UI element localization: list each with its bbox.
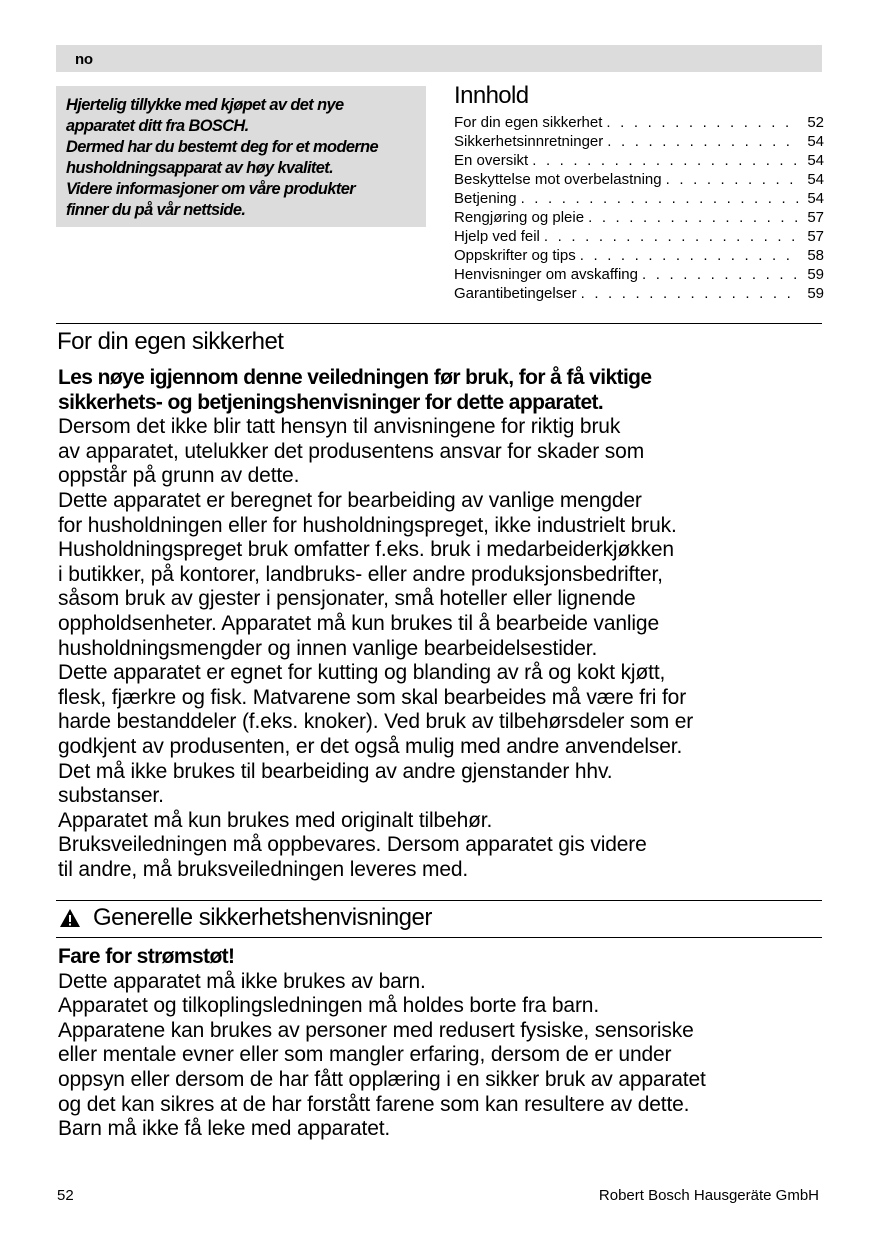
toc-entry-label: Betjening <box>454 190 517 207</box>
toc-entry-label: Henvisninger om avskaffing <box>454 266 638 283</box>
safety-lead-line: sikkerhets- og betjeningshenvisninger for dette apparatet. <box>58 390 604 414</box>
toc-entry-page: 57 <box>807 209 824 226</box>
general-body-line: Apparatet og tilkoplingsledningen må holdes borte fra barn. <box>58 994 600 1018</box>
toc-entry-label: Hjelp ved feil <box>454 228 540 245</box>
divider <box>56 323 822 324</box>
intro-line: finner du på vår nettside. <box>66 201 246 219</box>
safety-section-title: For din egen sikkerhet <box>57 328 284 355</box>
safety-body-line: Dersom det ikke blir tatt hensyn til anvisningene for riktig bruk <box>58 415 621 439</box>
language-bar <box>56 45 822 72</box>
safety-body-line: i butikker, på kontorer, landbruks- eller andre produksjonsbedrifter, <box>58 562 663 586</box>
table-of-contents <box>454 82 824 303</box>
intro-line: Videre informasjoner om våre produkter <box>66 180 356 198</box>
toc-entry-page: 52 <box>807 114 824 131</box>
safety-body <box>58 366 828 882</box>
toc-leader-dots <box>588 208 799 227</box>
safety-body-line: husholdningsmengder og innen vanlige bearbeidelsestider. <box>58 636 598 660</box>
safety-body-line: godkjent av produsenten, er det også mulig med andre anvendelser. <box>58 734 683 758</box>
toc-leader-dots <box>521 189 799 208</box>
page-number: 52 <box>57 1187 74 1204</box>
toc-entry-label: En oversikt <box>454 152 529 169</box>
safety-body-line: såsom bruk av gjester i pensjonater, små hoteller eller lignende <box>58 587 636 611</box>
general-body-line: oppsyn eller dersom de har fått opplæring i en sikker bruk av apparatet <box>58 1067 706 1091</box>
safety-body-line: Det må ikke brukes til bearbeiding av andre gjenstander hhv. <box>58 759 613 783</box>
toc-entry[interactable] <box>454 284 824 303</box>
welcome-box <box>56 86 426 227</box>
safety-body-line: Dette apparatet er beregnet for bearbeiding av vanlige mengder <box>58 488 642 512</box>
toc-entry[interactable] <box>454 227 824 246</box>
toc-entry-page: 54 <box>807 152 824 169</box>
toc-leader-dots <box>606 113 799 132</box>
toc-entry-page: 54 <box>807 171 824 188</box>
toc-leader-dots <box>580 246 799 265</box>
safety-body-line: oppholdsenheter. Apparatet må kun brukes til å bearbeide vanlige <box>58 611 659 635</box>
toc-entry-label: Oppskrifter og tips <box>454 247 576 264</box>
divider <box>56 937 822 938</box>
toc-entry-page: 54 <box>807 190 824 207</box>
intro-line: husholdningsapparat av høy kvalitet. <box>66 159 334 177</box>
toc-entry[interactable] <box>454 265 824 284</box>
footer-company: Robert Bosch Hausgeräte GmbH <box>598 1187 819 1204</box>
toc-entry[interactable] <box>454 170 824 189</box>
toc-entry-label: Sikkerhetsinnretninger <box>454 133 604 150</box>
general-body-line: Apparatene kan brukes av personer med redusert fysiske, sensoriske <box>58 1018 694 1042</box>
safety-body-line: til andre, må bruksveiledningen leveres med. <box>58 857 469 881</box>
safety-body-line: Bruksveiledningen må oppbevares. Dersom apparatet gis videre <box>58 833 647 857</box>
safety-body-line: Apparatet må kun brukes med originalt tilbehør. <box>58 808 493 832</box>
intro-line: apparatet ditt fra BOSCH. <box>66 117 249 135</box>
safety-body-line: for husholdningen eller for husholdningspreget, ikke industrielt bruk. <box>58 513 677 537</box>
toc-entry-page: 59 <box>807 266 824 283</box>
safety-body-line: flesk, fjærkre og fisk. Matvarene som skal bearbeides må være fri for <box>58 685 687 709</box>
toc-leader-dots <box>666 170 799 189</box>
toc-entry[interactable] <box>454 151 824 170</box>
toc-leader-dots <box>607 132 799 151</box>
toc-entry-page: 57 <box>807 228 824 245</box>
toc-leader-dots <box>581 284 799 303</box>
toc-title: Innhold <box>454 82 529 109</box>
toc-entry-label: Garantibetingelser <box>454 285 577 302</box>
toc-entry[interactable] <box>454 208 824 227</box>
general-subheading: Fare for strømstøt! <box>58 945 235 968</box>
toc-leader-dots <box>642 265 799 284</box>
toc-entry-label: For din egen sikkerhet <box>454 114 603 131</box>
general-body-line: Barn må ikke få leke med apparatet. <box>58 1117 391 1141</box>
safety-body-line: oppstår på grunn av dette. <box>58 464 300 488</box>
toc-leader-dots <box>532 151 799 170</box>
general-body-line: eller mentale evner eller som mangler erfaring, dersom de er under <box>58 1043 672 1067</box>
general-body-line: Dette apparatet må ikke brukes av barn. <box>58 969 426 993</box>
safety-body-line: av apparatet, utelukker det produsentens ansvar for skader som <box>58 439 645 463</box>
divider <box>56 900 822 901</box>
safety-body-line: Dette apparatet er egnet for kutting og blanding av rå og kokt kjøtt, <box>58 661 666 685</box>
safety-body-line: substanser. <box>58 784 164 808</box>
general-body-line: og det kan sikres at de har forstått farene som kan resultere av dette. <box>58 1092 690 1116</box>
toc-entry[interactable] <box>454 246 824 265</box>
language-code: no <box>75 51 93 68</box>
intro-line: Hjertelig tillykke med kjøpet av det nye <box>66 96 344 114</box>
general-body <box>58 945 828 1142</box>
safety-body-line: harde bestanddeler (f.eks. knoker). Ved bruk av tilbehørsdeler som er <box>58 710 694 734</box>
intro-line: Dermed har du bestemt deg for et moderne <box>66 138 379 156</box>
toc-entry[interactable] <box>454 132 824 151</box>
toc-entry-page: 54 <box>807 133 824 150</box>
toc-entry-label: Beskyttelse mot overbelastning <box>454 171 662 188</box>
safety-lead-line: Les nøye igjennom denne veiledningen før bruk, for å få viktige <box>58 366 652 389</box>
safety-body-line: Husholdningspreget bruk omfatter f.eks. bruk i medarbeiderkjøkken <box>58 538 674 562</box>
toc-entry[interactable] <box>454 113 824 132</box>
toc-entry-page: 58 <box>807 247 824 264</box>
general-title-text: Generelle sikkerhetshenvisninger <box>93 904 432 931</box>
toc-leader-dots <box>544 227 799 246</box>
general-section-title <box>57 904 432 932</box>
warning-triangle-icon <box>59 908 81 928</box>
toc-entry[interactable] <box>454 189 824 208</box>
toc-entry-label: Rengjøring og pleie <box>454 209 585 226</box>
toc-entry-page: 59 <box>807 285 824 302</box>
